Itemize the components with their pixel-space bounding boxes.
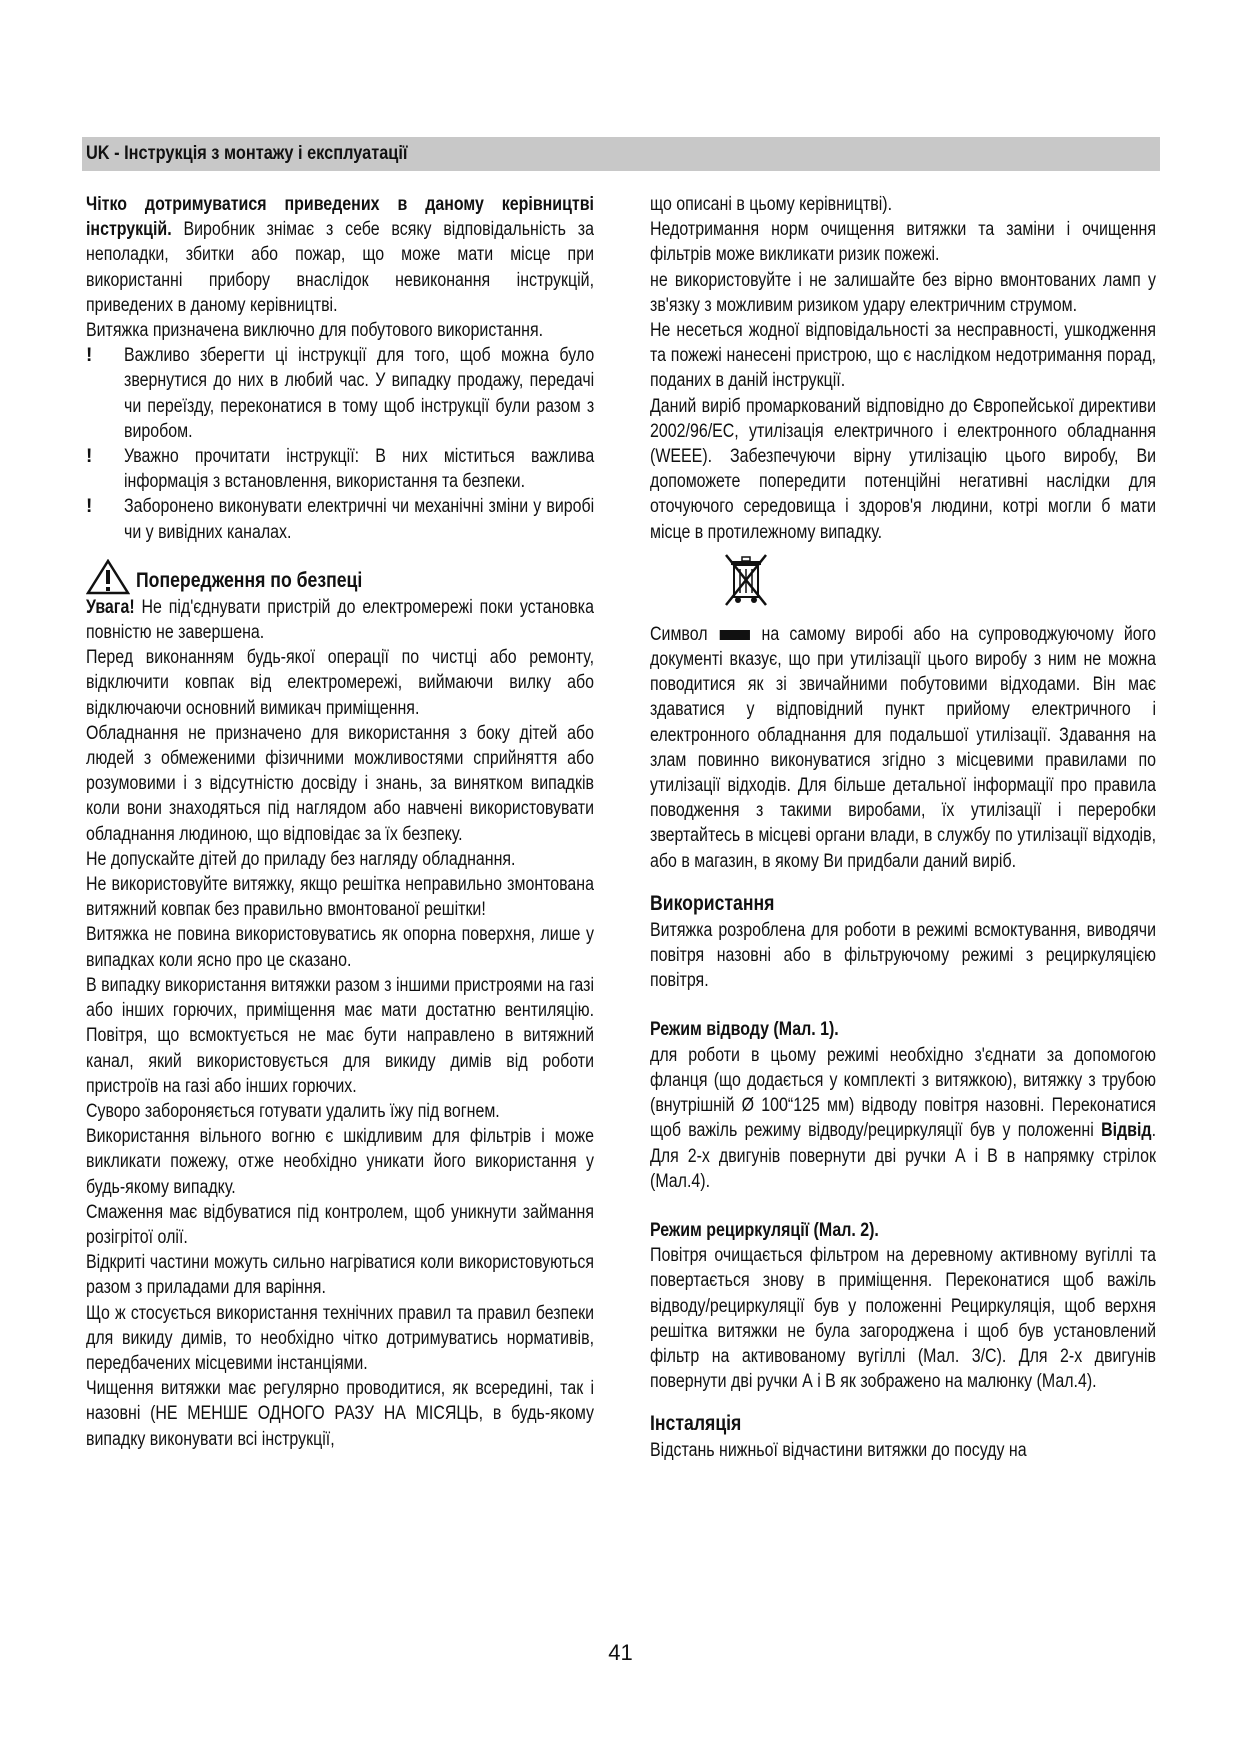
section-title: UK - Інструкція з монтажу і експлуатації (86, 143, 408, 164)
crossed-bin-icon (722, 551, 770, 611)
note-item (86, 343, 594, 444)
intro-rest: Виробник знімає з себе всяку відповідальність за неполадки, збитки або пожар, що може мати місце при використанні прибору внаслідок невиконання інструкцій, приведених в даному керівництві. (86, 219, 595, 316)
install-title: Інсталяція (650, 1412, 742, 1436)
use-title: Використання (650, 891, 775, 915)
body-paragraph: не використовуйте і не залишайте без вірно вмонтованих ламп у зв'язку з можливим ризиком удару електричним струмом. (650, 269, 1157, 316)
exclamation-icon: ! (86, 446, 93, 468)
attention-paragraph (86, 595, 594, 645)
note-item (86, 444, 594, 494)
safety-heading-row (86, 559, 594, 595)
safety-paragraph: Відкриті частини можуть сильно нагріватися коли використовуються разом з приладами для варіння. (86, 1252, 595, 1299)
symbol-label: Символ (650, 623, 708, 645)
exhaust-paragraph (650, 1043, 1156, 1194)
attention-text: Не під'єднувати пристрій до електромережі поки установка повністю не завершена. (86, 596, 595, 644)
safety-paragraph: Чищення витяжки має регулярно проводитися, як всередині, так і назовні (НЕ МЕНШЕ ОДНОГО РАЗУ НА МІСЯЦЬ, в будь-якому випадку виконувати всі інструкції, (86, 1378, 595, 1450)
body-paragraph: Даний виріб промаркований відповідно до Європейської директиви 2002/96/ЕС, утилізація електричного і електронного обладнання (WEEE). Забезпечуючи вірну утилізацію цього виробу, Ви допоможете попередити потенційні негативні наслідки для оточуючого середовища і здоров'я людини, котрі могли б мати місце в протилежному випадку. (650, 395, 1157, 543)
left-column (86, 192, 594, 1452)
right-column (650, 192, 1156, 1464)
attention-label: Увага! (86, 596, 135, 618)
body-paragraph: що описані в цьому керівництві). (650, 194, 893, 215)
intended-use: Витяжка призначена виключно для побутового використання. (86, 320, 544, 342)
note-text: Уважно прочитати інструкції: В них міститься важлива інформація з встановлення, використання та безпеки. (124, 446, 595, 493)
safety-paragraph: Суворо забороняється готувати удалить їжу під вогнем. (86, 1100, 500, 1122)
section-header-bar (82, 137, 1160, 171)
exhaust-title: Режим відводу (Мал. 1). (650, 1019, 839, 1041)
exhaust-text-b: . Для 2-х двигунів повернути дві ручки А і В в напрямку стрілок (Мал.4). (650, 1120, 1157, 1192)
safety-paragraph: В випадку використання витяжки разом з іншими пристроями на газі або інших горючих, приміщення має мати достатню вентиляцію. Повітря, що всмоктується не має бути направлено в витяжний канал, який використовується для викиду димів від роботи пристроїв на газі або інших горючих. (86, 974, 595, 1097)
intro-bold: Чітко дотримуватися приведених в даному керівництві інструкцій. (86, 194, 595, 241)
body-paragraph: Не несеться жодної відповідальності за несправності, ушкодження та пожежі нанесені пристрою, що є наслідком недотримання порад, поданих в даній інструкції. (650, 320, 1157, 392)
safety-paragraph: Не допускайте дітей до приладу без нагляду обладнання. (86, 848, 516, 870)
exclamation-icon: ! (86, 496, 93, 518)
safety-paragraph: Перед виконанням будь-якої операції по чистці або ремонту, відключити ковпак від електромережі, виймаючи вилку або відключаючи основний вимикач приміщення. (86, 647, 595, 719)
install-text: Відстань нижньої відчастини витяжки до посуду на (650, 1440, 1027, 1462)
safety-paragraph: Витяжка не повина використовуватись як опорна поверхня, лише у випадках коли ясно про це сказано. (86, 924, 595, 971)
safety-paragraph: Використання вільного вогню є шкідливим для фільтрів і може викликати пожежу, отже необхідно уникати його використання у будь-якому випадку. (86, 1126, 595, 1198)
recirc-text: Повітря очищається фільтром на деревному активному вугіллі та повертається знову в приміщення. Переконатися щоб важіль відводу/рециркуляції був у положенні Рециркуляція, щоб верхня решітка витяжки не була загороджена і щоб був установлений фільтр на активованому вугіллі (Мал. 3/С). Для 2-х двигунів повернути дві ручки А і В як зображено на малюнку (Мал.4). (650, 1245, 1157, 1393)
note-text: Важливо зберегти ці інструкції для того, щоб можна було звернутися до них в любий час. У випадку продажу, передачі чи переїзду, переконатися в тому щоб інструкції були разом з виробом. (124, 345, 595, 442)
exhaust-bold: Відвід (1101, 1120, 1152, 1142)
recirc-title: Режим рециркуляції (Мал. 2). (650, 1219, 879, 1241)
safety-paragraph: Смаження має відбуватися під контролем, щоб уникнути займання розігрітої олії. (86, 1201, 595, 1248)
safety-title: Попередження по безпеці (136, 568, 363, 592)
page-number: 41 (608, 1640, 633, 1665)
black-bar-icon (719, 630, 749, 640)
note-item (86, 494, 594, 544)
exhaust-text-a: для роботи в цьому режимі необхідно з'єднати за допомогою фланця (що додається у комплекті з витяжкою), витяжку з трубою (внутрішній Ø 100“125 мм) відводу повітря назовні. Переконатися щоб важіль режиму відводу/рециркуляції був у положенні (650, 1044, 1157, 1142)
safety-paragraph: Що ж стосується використання технічних правил та правил безпеки для викиду димів, то необхідно чітко дотримуватись нормативів, передбачених місцевими інстанціями. (86, 1302, 595, 1374)
safety-paragraph: Обладнання не призначено для використання з боку дітей або людей з обмеженими фізичними можливостями сприйняття або розумовими і з відсутністю досвіду і знань, за винятком випадків коли вони знаходяться під наглядом або навчені використовувати обладнання людиною, що відповідає за їх безпеку. (86, 722, 595, 845)
safety-paragraph: Не використовуйте витяжку, якщо решітка неправильно змонтована витяжний ковпак без правильно вмонтованої решітки! (86, 874, 595, 921)
symbol-text: на самому виробі або на супроводжуючому його документі вказує, що при утилізації цього виробу з ним не можна поводитися як зі звичайними побутовими відходами. Він має здаватися у відповідний пункт прийому електричного і електронного обладнання для подальшої утилізації. Здавання на злам повинно виконуватися згідно з місцевими правилами по утилізації відходів. Для більше детальної інформації про правила поводження з такими виробами, їх утилізації і переробки звертайтесь в місцеві органи влади, в службу по утилізації відходів, або в магазин, в якому Ви придбали даний виріб. (650, 623, 1157, 872)
exclamation-icon: ! (86, 345, 93, 367)
symbol-paragraph (650, 622, 1156, 874)
body-paragraph: Недотримання норм очищення витяжки та заміни і очищення фільтрів може викликати ризик пожежі. (650, 219, 1157, 266)
warning-triangle-icon (86, 559, 130, 595)
intro-paragraph (86, 192, 594, 318)
note-text: Заборонено виконувати електричні чи механічні зміни у виробі чи у вивідних каналах. (124, 496, 595, 543)
use-text: Витяжка розроблена для роботи в режимі всмоктування, виводячи повітря назовні або в фільтруючому режимі з рециркуляцією повітря. (650, 919, 1157, 992)
